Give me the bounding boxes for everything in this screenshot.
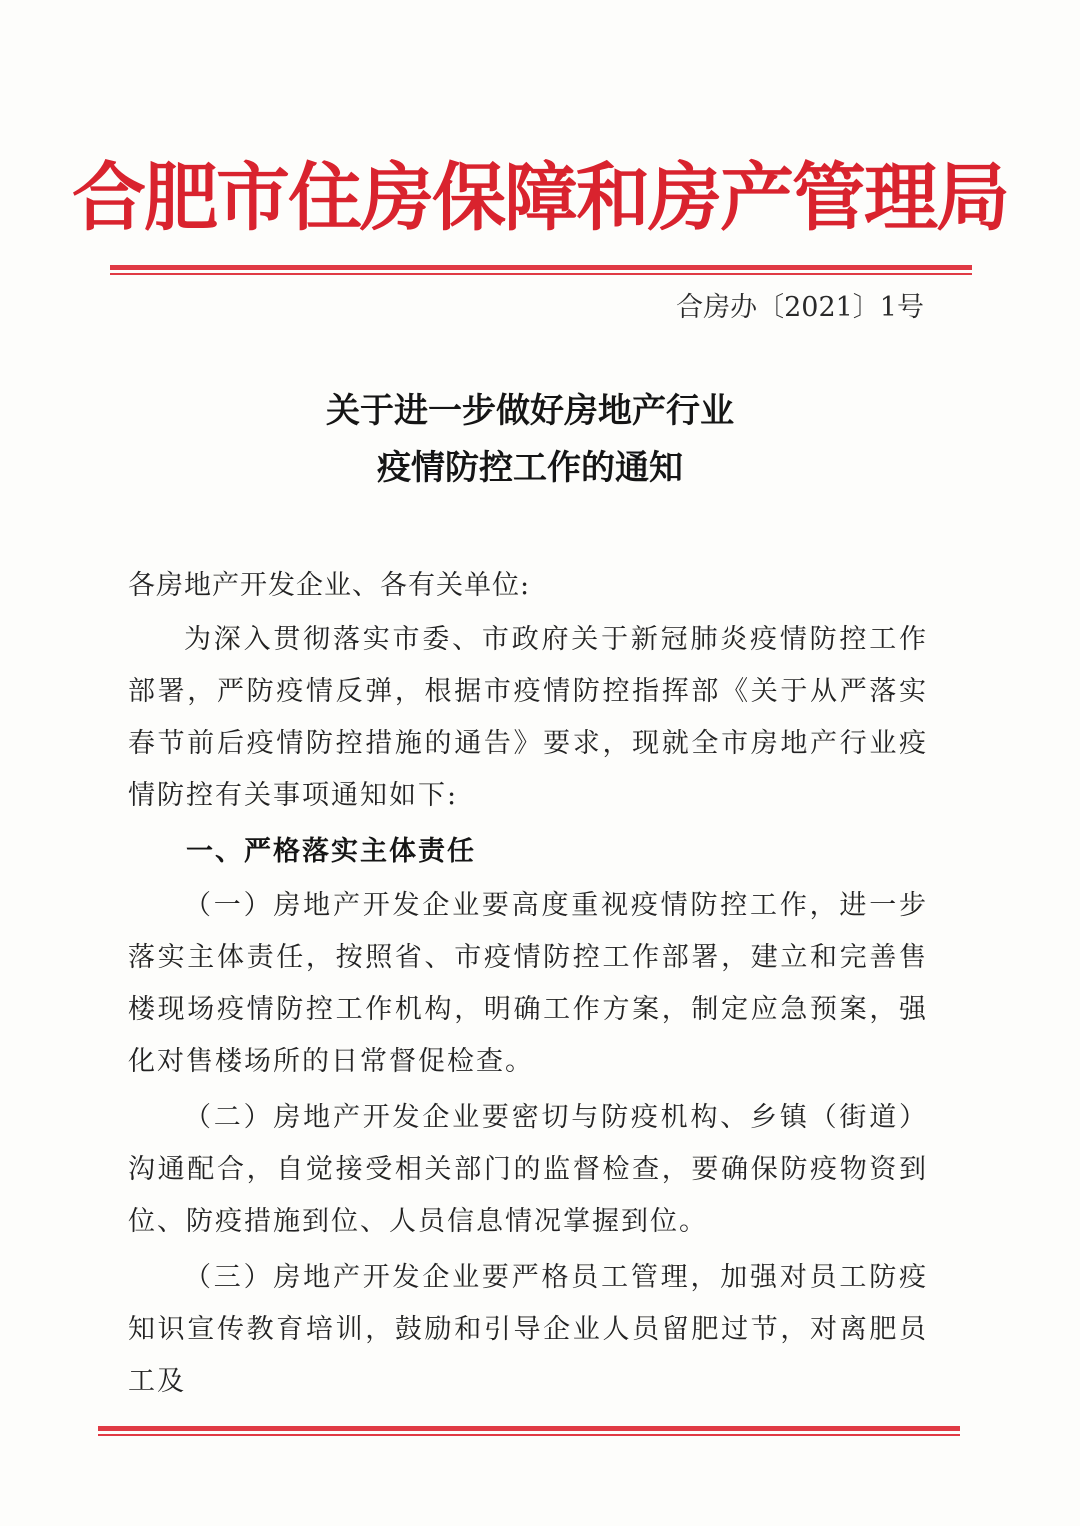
footer-rule-thin [98,1434,960,1436]
item-3-paragraph: （三）房地产开发企业要严格员工管理，加强对员工防疫知识宣传教育培训，鼓励和引导企业人员留肥过节，对离肥员工及 [128,1262,928,1397]
intro-paragraph: 为深入贯彻落实市委、市政府关于新冠肺炎疫情防控工作部署，严防疫情反弹，根据市疫情防控指挥部《关于从严落实春节前后疫情防控措施的通告》要求，现就全市房地产行业疫情防控有关事项通知如下: [128,624,928,811]
item-1-paragraph: （一）房地产开发企业要高度重视疫情防控工作，进一步落实主体责任，按照省、市疫情防控工作部署，建立和完善售楼现场疫情防控工作机构，明确工作方案，制定应急预案，强化对售楼场所的日常督促检查。 [128,890,928,1077]
header-rule-thin [110,273,972,275]
footer-rule-thick [98,1426,960,1431]
document-number: 合房办〔2021〕1号 [676,292,924,323]
notice-title-line-2: 疫情防控工作的通知 [377,448,683,488]
notice-title-line-1: 关于进一步做好房地产行业 [326,391,734,431]
organization-title: 合肥市住房保障和房产管理局 [72,155,1008,241]
section-title-1: 一、严格落实主体责任 [186,836,476,867]
header-rule-thick [110,265,972,270]
item-2-paragraph: （二）房地产开发企业要密切与防疫机构、乡镇（街道）沟通配合，自觉接受相关部门的监督检查，要确保防疫物资到位、防疫措施到位、人员信息情况掌握到位。 [128,1102,928,1237]
addressee: 各房地产开发企业、各有关单位: [128,570,531,601]
